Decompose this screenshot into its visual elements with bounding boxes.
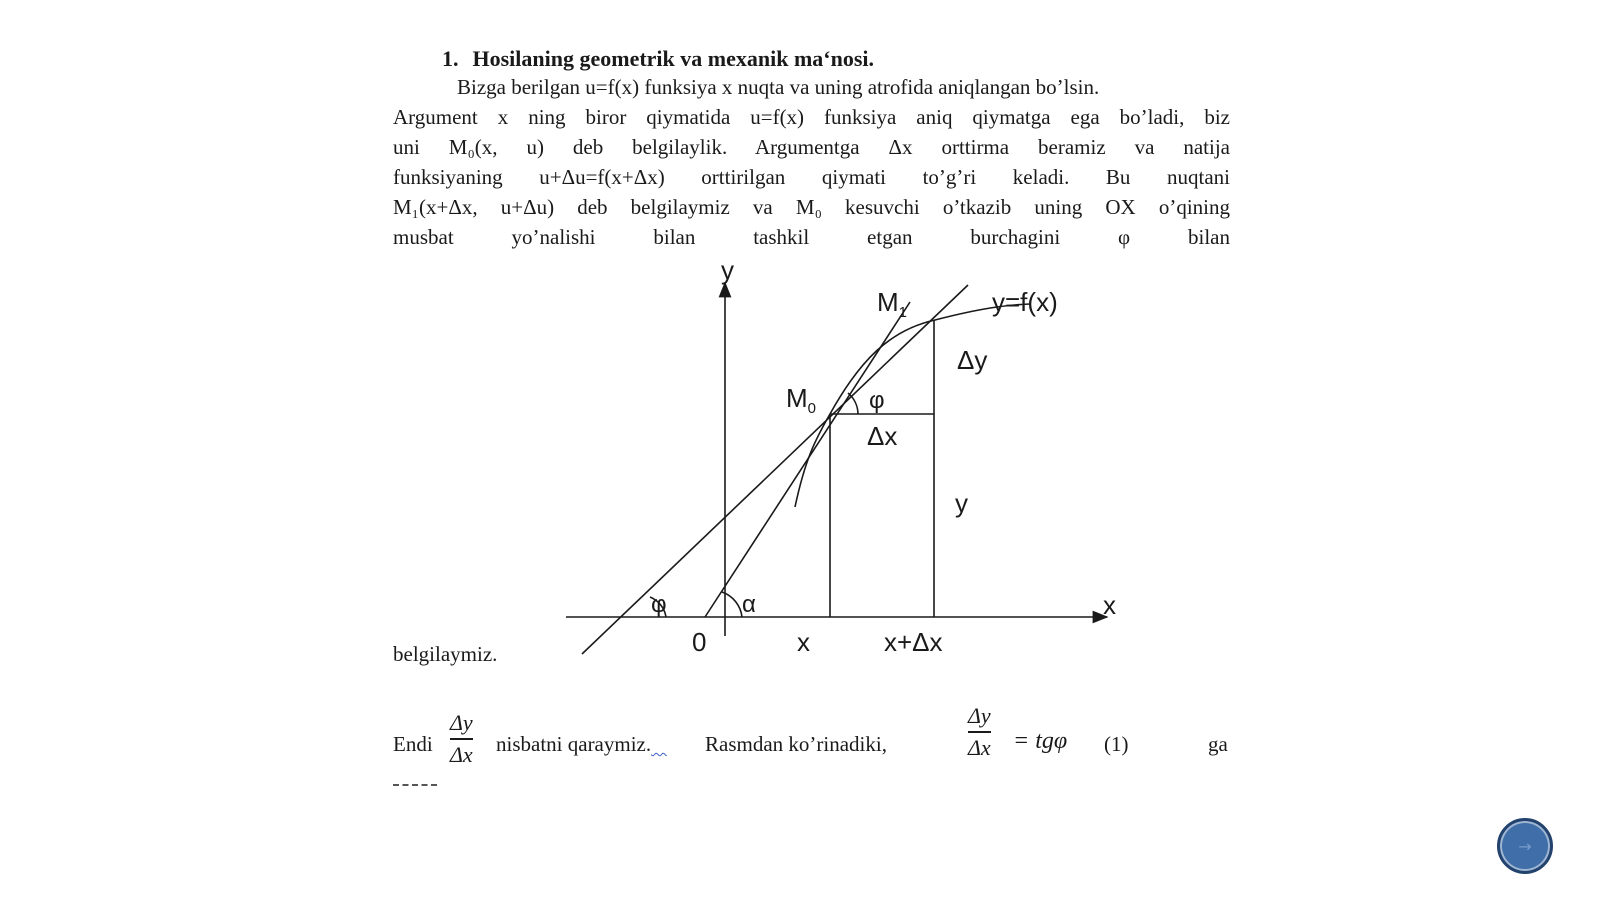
endi-word: Endi — [393, 732, 433, 756]
next-slide-button[interactable] — [1497, 818, 1553, 874]
section-title: Hosilaning geometrik va mexanik ma‘nosi. — [472, 46, 875, 71]
fraction-bar — [450, 738, 473, 740]
delta-y-label: Δy — [957, 345, 988, 375]
m1-label — [877, 287, 907, 321]
spellcheck-mark — [651, 732, 667, 756]
y-axis-label: y — [721, 255, 734, 285]
equation-rhs: = tgφ — [1013, 728, 1068, 754]
paragraph-line: Argument x ning biror qiymatida u=f(x) funksiya aniq qiymatga ega bo’ladi, biz — [393, 105, 1230, 129]
paragraph-line: funksiyaning u+Δu=f(x+Δx) orttirilgan qiymati to’g’ri keladi. Bu nuqtani — [393, 165, 1230, 189]
paragraph-line: Bizga berilgan u=f(x) funksiya x nuqta va uning atrofida aniqlangan bo’lsin. — [457, 75, 1100, 99]
paragraph-line: M₁(x+Δx, u+Δu) deb belgilaymiz va M₀ kesuvchi o’tkazib uning OX o’qining — [393, 195, 1230, 219]
ga-word: ga — [1208, 732, 1228, 756]
fraction-bar — [968, 731, 991, 733]
x-tick-label: x — [797, 627, 810, 657]
m0-subscript: 0 — [807, 400, 817, 417]
phi-top-label: φ — [869, 387, 885, 414]
cut-off-text-fragment — [393, 784, 437, 788]
ratio-denominator: Δx — [450, 741, 473, 767]
x-dx-tick-label: x+Δx — [884, 627, 943, 657]
equation-denominator: Δx — [968, 734, 991, 760]
x-axis-label: x — [1103, 590, 1116, 620]
rasmdan-text: Rasmdan ko’rinadiki, — [705, 732, 887, 756]
nisbat-text-content: nisbatni qaraymiz. — [496, 732, 652, 756]
paragraph-line: uni M₀(x, u) deb belgilaylik. Argumentga Δx orttirma beramiz va natija — [393, 135, 1230, 159]
m1-subscript: 1 — [898, 304, 908, 321]
y-height-label: y — [955, 488, 968, 518]
paragraph-continuation: belgilaymiz. — [393, 642, 498, 666]
ratio-numerator: Δy — [450, 710, 473, 735]
secant-line — [582, 285, 968, 654]
m1-base: M — [877, 287, 899, 317]
m0-label — [786, 383, 816, 417]
equation-number: (1) — [1104, 732, 1129, 756]
section-number: 1. — [442, 46, 459, 71]
nisbat-text — [496, 732, 667, 757]
alpha-label: α — [742, 591, 756, 618]
phi-bottom-label: φ — [651, 591, 667, 618]
m0-base: M — [786, 383, 808, 413]
ratio-fraction — [450, 710, 473, 768]
delta-x-label: Δx — [867, 421, 898, 451]
arrow-right-icon: → — [1518, 836, 1532, 856]
equation-numerator: Δy — [968, 703, 991, 728]
origin-label: 0 — [692, 627, 707, 657]
equation-fraction — [968, 703, 991, 761]
paragraph-line: musbat yo’nalishi bilan tashkil etgan burchagini φ bilan — [393, 225, 1230, 249]
curve-label: y=f(x) — [992, 287, 1058, 317]
ratio-sentence — [393, 703, 1230, 778]
